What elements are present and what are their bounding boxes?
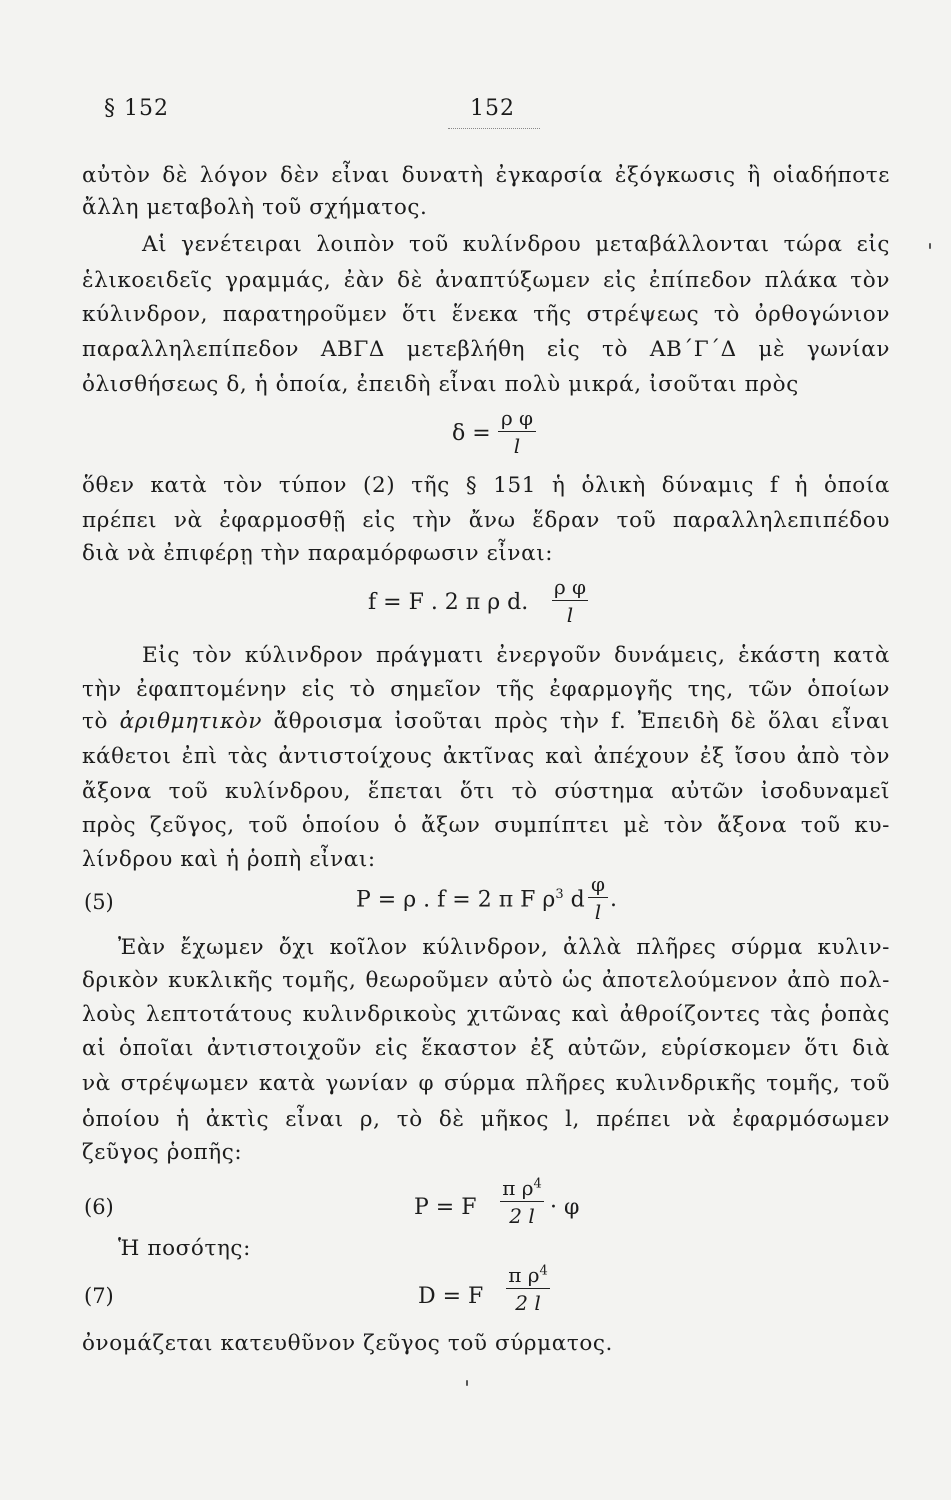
text-line: λίνδρου καὶ ἡ ῥοπὴ εἶναι: [82, 847, 376, 872]
text-line: Αἱ γενέτειραι λοιπὸν τοῦ κυλίνδρου μεταβάλλονται τώρα εἰς [142, 232, 890, 257]
equation-7-lhs: D = F [418, 1284, 484, 1309]
formula-denominator: l [594, 900, 602, 924]
equation-7-fraction [506, 1263, 550, 1315]
text-line: λοὺς λεπτοτάτους κυλινδρικοὺς χιτῶνας καὶ ἀθροίζοντες τὰς ῥοπὰς [82, 1002, 890, 1027]
text-line: Ἐὰν ἔχωμεν ὄχι κοῖλον κύλινδρον, ἀλλὰ πλῆρες σύρμα κυλιν- [118, 935, 890, 960]
text-fragment: ἄθροισμα ἰσοῦται πρὸς τὴν f. Ἐπειδὴ δὲ ὅλαι εἶναι [273, 709, 891, 734]
formula-denominator: l [513, 434, 521, 458]
text-line: Ἡ ποσότης: [118, 1236, 251, 1261]
formula-force-fraction [552, 575, 588, 627]
formula-delta-fraction [498, 406, 536, 458]
equation-number: (6) [84, 1195, 114, 1219]
equation-6-lhs: P = F [414, 1195, 477, 1220]
text-line: ὁποίου ἡ ἀκτὶς εἶναι ρ, τὸ δὲ μῆκος l, πρέπει νὰ ἐφαρμόσωμεν [82, 1107, 890, 1132]
text-line: αὐτὸν δὲ λόγον δὲν εἶναι δυνατὴ ἐγκαρσία ἐξόγκωσις ἢ οἱαδήποτε [82, 163, 890, 188]
formula-numerator: ρ φ [553, 575, 587, 599]
formula-delta-lhs: δ = [452, 421, 491, 446]
text-line: παραλληλεπίπεδον ΑΒΓΔ μετεβλήθη εἰς τὸ ΑΒ΄Γ΄Δ μὲ γωνίαν [82, 337, 890, 362]
text-line: ὀλισθήσεως δ, ἡ ὁποία, ἐπειδὴ εἶναι πολὺ μικρά, ἰσοῦται πρὸς [82, 372, 799, 397]
fraction-bar [506, 1288, 550, 1289]
page-number: 152 [470, 96, 515, 121]
equation-6-fraction [500, 1176, 544, 1228]
text-line: διὰ νὰ ἐπιφέρῃ τὴν παραμόρφωσιν εἶναι: [82, 541, 554, 566]
text-line: ὀνομάζεται κατευθῦνον ζεῦγος τοῦ σύρματος. [82, 1331, 613, 1356]
text-line: κύλινδρον, παρατηροῦμεν ὅτι ἕνεκα τῆς στρέψεως τὸ ὀρθογώνιον [82, 302, 890, 327]
formula-numerator [500, 1176, 544, 1200]
formula-numerator: ρ φ [500, 406, 534, 430]
equation-5-fraction [588, 872, 608, 924]
text-line: Εἰς τὸν κύλινδρον πράγματι ἐνεργοῦν δυνάμεις, ἑκάστη κατὰ [142, 643, 890, 668]
text-line: αἱ ὁποῖαι ἀντιστοιχοῦν εἰς ἕκαστον ἐξ αὐτῶν, εὑρίσκομεν ὅτι διὰ [82, 1036, 890, 1061]
emphasized-word: ἀριθμητικὸν [119, 709, 263, 734]
text-line: νὰ στρέψωμεν κατὰ γωνίαν φ σύρμα πλῆρες κυλινδρικῆς τομῆς, τοῦ [82, 1071, 890, 1096]
text-line: κάθετοι ἐπὶ τὰς ἀντιστοίχους ἀκτῖνας καὶ ἀπέχουν ἐξ ἴσου ἀπὸ τὸν [82, 744, 890, 769]
text-line: ὅθεν κατὰ τὸν τύπον (2) τῆς § 151 ἡ ὁλικὴ δύναμις f ἡ ὁποία [82, 473, 890, 498]
text-line: δρικὸν κυκλικῆς τομῆς, θεωροῦμεν αὐτὸ ὡς ἀποτελούμενον ἀπὸ πολ- [82, 968, 890, 993]
equation-number: (5) [84, 890, 114, 914]
text-line: τὴν ἐφαπτομένην εἰς τὸ σημεῖον τῆς ἐφαρμογῆς της, τῶν ὁποίων [82, 677, 890, 702]
formula-numerator [506, 1263, 550, 1287]
equation-period: . [610, 887, 617, 912]
formula-force-lhs: f = F . 2 π ρ d. [368, 590, 529, 615]
fraction-bar [588, 897, 608, 898]
formula-denominator: 2 l [515, 1291, 541, 1315]
exponent: 4 [539, 1263, 548, 1279]
fraction-bar [500, 1201, 544, 1202]
text-line-with-emphasis [82, 706, 890, 738]
exponent: 3 [555, 887, 564, 902]
exponent: 4 [533, 1176, 542, 1192]
formula-numerator: φ [590, 872, 605, 896]
equation-tail: · φ [550, 1195, 580, 1220]
formula-denominator: l [566, 603, 574, 627]
text-line: ἑλικοειδεῖς γραμμάς, ἐὰν δὲ ἀναπτύξωμεν εἰς ἐπίπεδον πλάκα τὸν [82, 268, 890, 293]
numerator-base: π ρ [502, 1176, 534, 1200]
numerator-base: π ρ [508, 1263, 540, 1287]
print-speck [466, 1380, 468, 1386]
fraction-bar [498, 431, 536, 432]
print-speck [929, 243, 931, 249]
text-fragment: τὸ [82, 709, 109, 734]
text-line: ἄλλη μεταβολὴ τοῦ σχήματος. [82, 195, 428, 220]
fraction-bar [552, 600, 588, 601]
section-number: § 152 [104, 96, 169, 121]
text-line: ζεῦγος ῥοπῆς: [82, 1140, 243, 1165]
text-line: πρὸς ζεῦγος, τοῦ ὁποίου ὁ ἄξων συμπίπτει μὲ τὸν ἄξονα τοῦ κυ- [82, 813, 890, 838]
text-line: πρέπει νὰ ἐφαρμοσθῇ εἰς τὴν ἄνω ἕδραν τοῦ παραλληλεπιπέδου [82, 508, 890, 533]
equation-term: d [563, 887, 585, 913]
text-line: ἄξονα τοῦ κυλίνδρου, ἕπεται ὅτι τὸ σύστημα αὐτῶν ἰσοδυναμεῖ [82, 779, 890, 804]
equation-5-expression [356, 887, 585, 912]
header-rule [448, 128, 540, 129]
formula-denominator: 2 l [509, 1204, 535, 1228]
equation-number: (7) [84, 1284, 114, 1308]
equation-lhs: P = ρ . f = 2 π F ρ [356, 887, 556, 913]
